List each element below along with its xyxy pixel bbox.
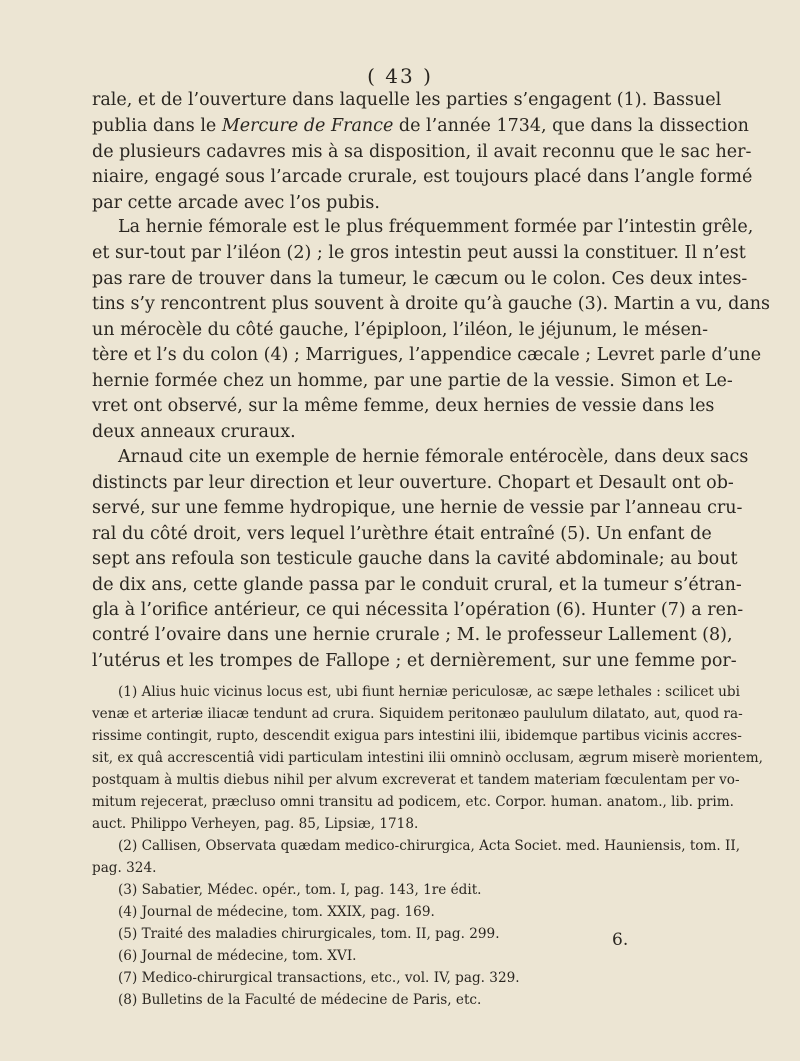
body-line: de plusieurs cadavres mis à sa disposition, il avait reconnu que le sac her- [92,142,752,162]
footnote-line: (4) Journal de médecine, tom. XXIX, pag. 169. [118,904,435,920]
footnote-line: sit, ex quâ accrescentiâ vidi particulam intestini ilii omninò occlusam, ægrum miserè morientem, [92,750,763,766]
body-line: par cette arcade avec l’os pubis. [92,193,380,213]
footnote-line: auct. Philippo Verheyen, pag. 85, Lipsiæ, 1718. [92,816,419,832]
footnote-line: postquam à multis diebus nihil per alvum excreverat et tandem materiam fœculentam per vo- [92,772,740,788]
footnote-line: (2) Callisen, Observata quædam medico-chirurgica, Acta Societ. med. Hauniensis, tom. II, [118,838,741,854]
body-line: rale, et de l’ouverture dans laquelle les parties s’engagent (1). Bassuel [92,90,722,110]
body-line: et sur-tout par l’iléon (2) ; le gros intestin peut aussi la constituer. Il n’est [92,243,746,263]
footnote-line: (8) Bulletins de la Faculté de médecine de Paris, etc. [118,992,482,1008]
body-line-rest: de l’année 1734, que dans la dissection [393,116,749,136]
body-line: ral du côté droit, vers lequel l’urèthre était entraîné (5). Un enfant de [92,524,712,544]
page-number: ( 43 ) [367,64,433,88]
body-line: servé, sur une femme hydropique, une hernie de vessie par l’anneau cru- [92,498,743,518]
footnote-line: venæ et arteriæ iliacæ tendunt ad crura. Siquidem peritonæo paululum dilatato, aut, quod ra- [92,706,743,722]
footnote-line: (1) Alius huic vicinus locus est, ubi fiunt herniæ periculosæ, ac sæpe lethales : scilicet ubi [118,684,740,700]
body-line: hernie formée chez un homme, par une partie de la vessie. Simon et Le- [92,371,733,391]
journal-title: Mercure de France [221,116,394,136]
catchword: 6. [612,930,629,950]
body-line: un mérocèle du côté gauche, l’épiploon, l’iléon, le jéjunum, le mésen- [92,320,708,340]
body-line: l’utérus et les trompes de Fallope ; et dernièrement, sur une femme por- [92,651,737,671]
body-line: deux anneaux cruraux. [92,422,296,442]
body-line: vret ont observé, sur la même femme, deux hernies de vessie dans les [92,396,715,416]
body-line: distincts par leur direction et leur ouverture. Chopart et Desault ont ob- [92,473,734,493]
footnote-line: (7) Medico-chirurgical transactions, etc., vol. IV, pag. 329. [118,970,520,986]
footnote-line: rissime contingit, rupto, descendit exigua pars intestini ilii, ibidemque partibus vicinis accres- [92,728,742,744]
body-line [92,113,749,139]
body-line: de dix ans, cette glande passa par le conduit crural, et la tumeur s’étran- [92,575,742,595]
footnote-line: (3) Sabatier, Médec. opér., tom. I, pag. 143, 1re édit. [118,882,482,898]
body-line: gla à l’orifice antérieur, ce qui nécessita l’opération (6). Hunter (7) a ren- [92,600,744,620]
footnote-line: (6) Journal de médecine, tom. XVI. [118,948,357,964]
body-line: sept ans refoula son testicule gauche dans la cavité abdominale; au bout [92,549,738,569]
body-line: tins s’y rencontrent plus souvent à droite qu’à gauche (3). Martin a vu, dans [92,294,771,314]
footnote-line: pag. 324. [92,860,157,876]
body-line: La hernie fémorale est le plus fréquemment formée par l’intestin grêle, [118,217,754,237]
body-line: contré l’ovaire dans une hernie crurale ; M. le professeur Lallement (8), [92,625,733,645]
footnote-line: (5) Traité des maladies chirurgicales, tom. II, pag. 299. [118,926,500,942]
body-line: niaire, engagé sous l’arcade crurale, est toujours placé dans l’angle formé [92,167,753,187]
body-line: Arnaud cite un exemple de hernie fémorale entérocèle, dans deux sacs [118,447,749,467]
body-line: pas rare de trouver dans la tumeur, le cæcum ou le colon. Ces deux intes- [92,269,748,289]
body-line: tère et l’s du colon (4) ; Marrigues, l’appendice cæcale ; Levret parle d’une [92,345,762,365]
body-line-start: publia dans le [92,116,222,136]
footnote-line: mitum rejecerat, præcluso omni transitu ad podicem, etc. Corpor. human. anatom., lib. prim. [92,794,734,810]
